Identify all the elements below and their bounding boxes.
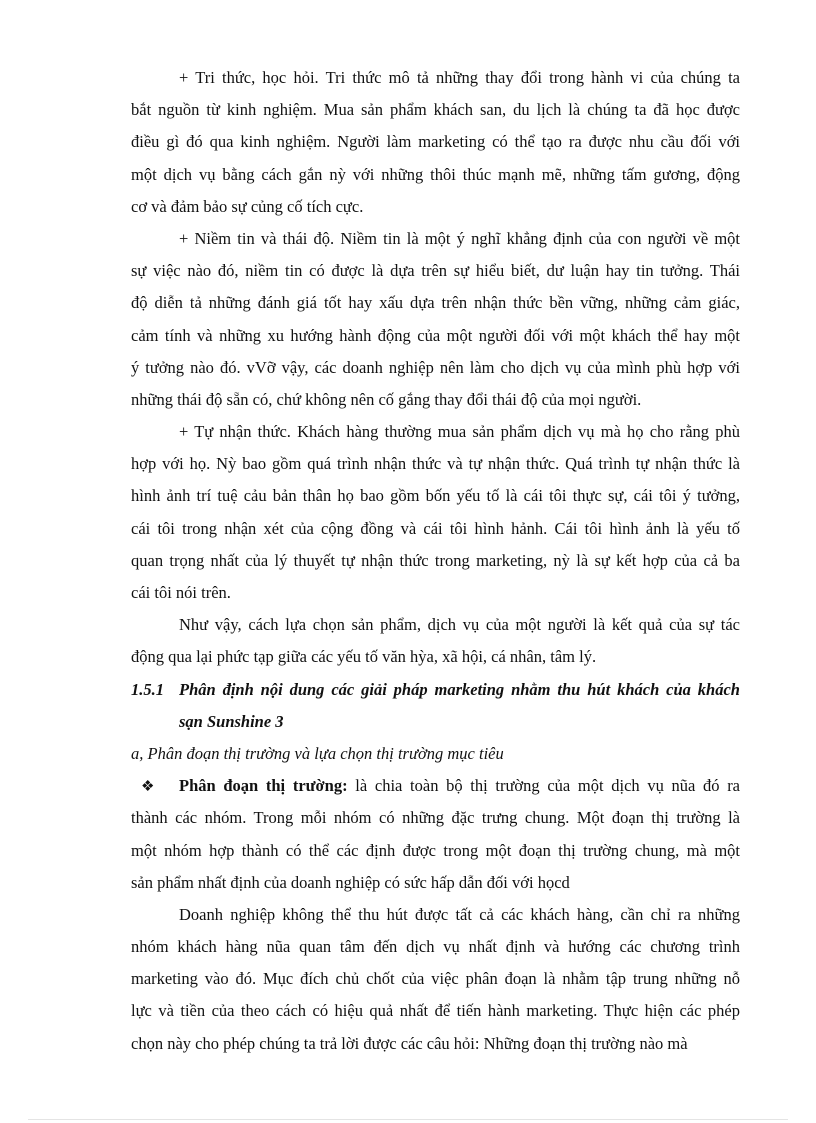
diamond-bullet-icon: ❖ xyxy=(141,779,155,796)
section-heading xyxy=(131,674,740,706)
body-text xyxy=(131,62,740,1060)
paragraph-niem-tin-line: độ diễn tả những đánh giá tốt hay xấu dựa trên nhận thức bền vững, những cảm giác, xyxy=(131,293,740,313)
section-title-continued: sạn Sunshine 3 xyxy=(179,711,284,731)
paragraph-niem-tin-line: cảm tính và những xu hướng hành động của một người đối với một khách thể hay một xyxy=(131,325,740,345)
paragraph-nhu-vay-line: Như vậy, cách lựa chọn sản phẩm, dịch vụ của một người là kết quả của sự tác xyxy=(179,615,740,635)
paragraph-nhu-vay-line: động qua lại phức tạp giữa các yếu tố văn hỳa, xã hội, cá nhân, tâm lý. xyxy=(131,647,597,667)
bullet-paragraph-line: một nhóm hợp thành có thể các định được trong một đoạn thị trường chung, mà một xyxy=(131,840,740,860)
paragraph-tri-thuc-line: cơ và đảm bảo sự củng cố tích cực. xyxy=(131,196,364,216)
paragraph-tu-nhan-thuc-line: hình ảnh trí tuệ cảu bản thân họ bao gồm bốn yếu tố là cái tôi thực sự, cái tôi ý tưởng, xyxy=(131,486,740,506)
paragraph-tri-thuc-line: + Tri thức, học hỏi. Tri thức mô tả những thay đổi trong hành vi của chúng ta xyxy=(179,68,740,87)
paragraph-niem-tin-line: ý tưởng nào đó. vVỡ vậy, các doanh nghiệp nên làm cho dịch vụ của mình phù hợp với xyxy=(131,357,740,377)
paragraph-niem-tin-line: sự việc nào đó, niềm tin có được là dựa trên sự hiểu biết, dư luận hay tin tưởng. Thái xyxy=(131,261,740,281)
paragraph-tu-nhan-thuc-line: + Tự nhận thức. Khách hàng thường mua sản phẩm dịch vụ mà họ cho rằng phù xyxy=(179,422,740,442)
paragraph-tri-thuc-line: điều gì đó qua kinh nghiệm. Người làm marketing có thể tạo ra được nhu cầu đối với xyxy=(131,132,740,152)
paragraph-niem-tin-line: những thái độ sẵn có, chứ không nên cố gắng thay đổi thái độ của mọi người. xyxy=(131,389,642,409)
bullet-paragraph-line: thành các nhóm. Trong mỗi nhóm có những đặc trưng chung. Một đoạn thị trường là xyxy=(131,808,740,828)
paragraph-doanh-nghiep-line: Doanh nghiệp không thể thu hút được tất cả các khách hàng, cần chỉ ra những xyxy=(179,904,740,924)
paragraph-doanh-nghiep-line: chọn này cho phép chúng ta trả lời được các câu hỏi: Những đoạn thị trường nào mà xyxy=(131,1033,688,1053)
bullet-first-line xyxy=(131,770,740,802)
paragraph-niem-tin-line: + Niềm tin và thái độ. Niềm tin là một ý nghĩ khẳng định của con người về một xyxy=(179,228,740,248)
paragraph-tu-nhan-thuc-line: quan trọng nhất của lý thuyết tự nhận thức trong marketing, nỳ là sự kết hợp của cả ba xyxy=(131,550,740,570)
bullet-definition: là chia toàn bộ thị trường của một dịch vụ nũa đó ra xyxy=(355,776,740,796)
bullet-paragraph-line: sản phẩm nhất định của doanh nghiệp có sức hấp dẫn đối với họcd xyxy=(131,872,570,892)
subheading: a, Phân đoạn thị trường và lựa chọn thị trường mục tiêu xyxy=(131,743,504,763)
paragraph-tri-thuc-line: bắt nguồn từ kinh nghiệm. Mua sản phẩm khách san, du lịch là chúng ta đã học được xyxy=(131,100,740,120)
paragraph-doanh-nghiep-line: nhóm khách hàng nũa quan tâm đến dịch vụ nhất định và hướng các chương trình xyxy=(131,937,740,957)
paragraph-tu-nhan-thuc-line: cái tôi trong nhận xét của cộng đồng và cái tôi hình hảnh. Cái tôi hình ảnh là yếu tố xyxy=(131,518,740,538)
section-title: Phân định nội dung các giải pháp marketing nhằm thu hút khách của khách xyxy=(179,679,740,699)
paragraph-tu-nhan-thuc-line: cái tôi nói trên. xyxy=(131,583,231,602)
bullet-term: Phân đoạn thị trường: xyxy=(179,776,348,796)
paragraph-doanh-nghiep-line: marketing vào đó. Mục đích chủ chốt của việc phân đoạn là nhằm tập trung những nỗ xyxy=(131,969,740,989)
page-bottom-divider xyxy=(28,1119,788,1120)
paragraph-tri-thuc-line: một dịch vụ bằng cách gắn nỳ với những thôi thúc mạnh mẽ, những tấm gương, động xyxy=(131,164,740,184)
section-number: 1.5.1 xyxy=(131,679,164,699)
paragraph-tu-nhan-thuc-line: hợp với họ. Nỳ bao gồm quá trình nhận thức và tự nhận thức. Quá trình tự nhận thức là xyxy=(131,454,740,474)
paragraph-doanh-nghiep-line: lực và tiền của theo cách có hiệu quả nhất để tiến hành marketing. Thực hiện các phép xyxy=(131,1001,740,1021)
